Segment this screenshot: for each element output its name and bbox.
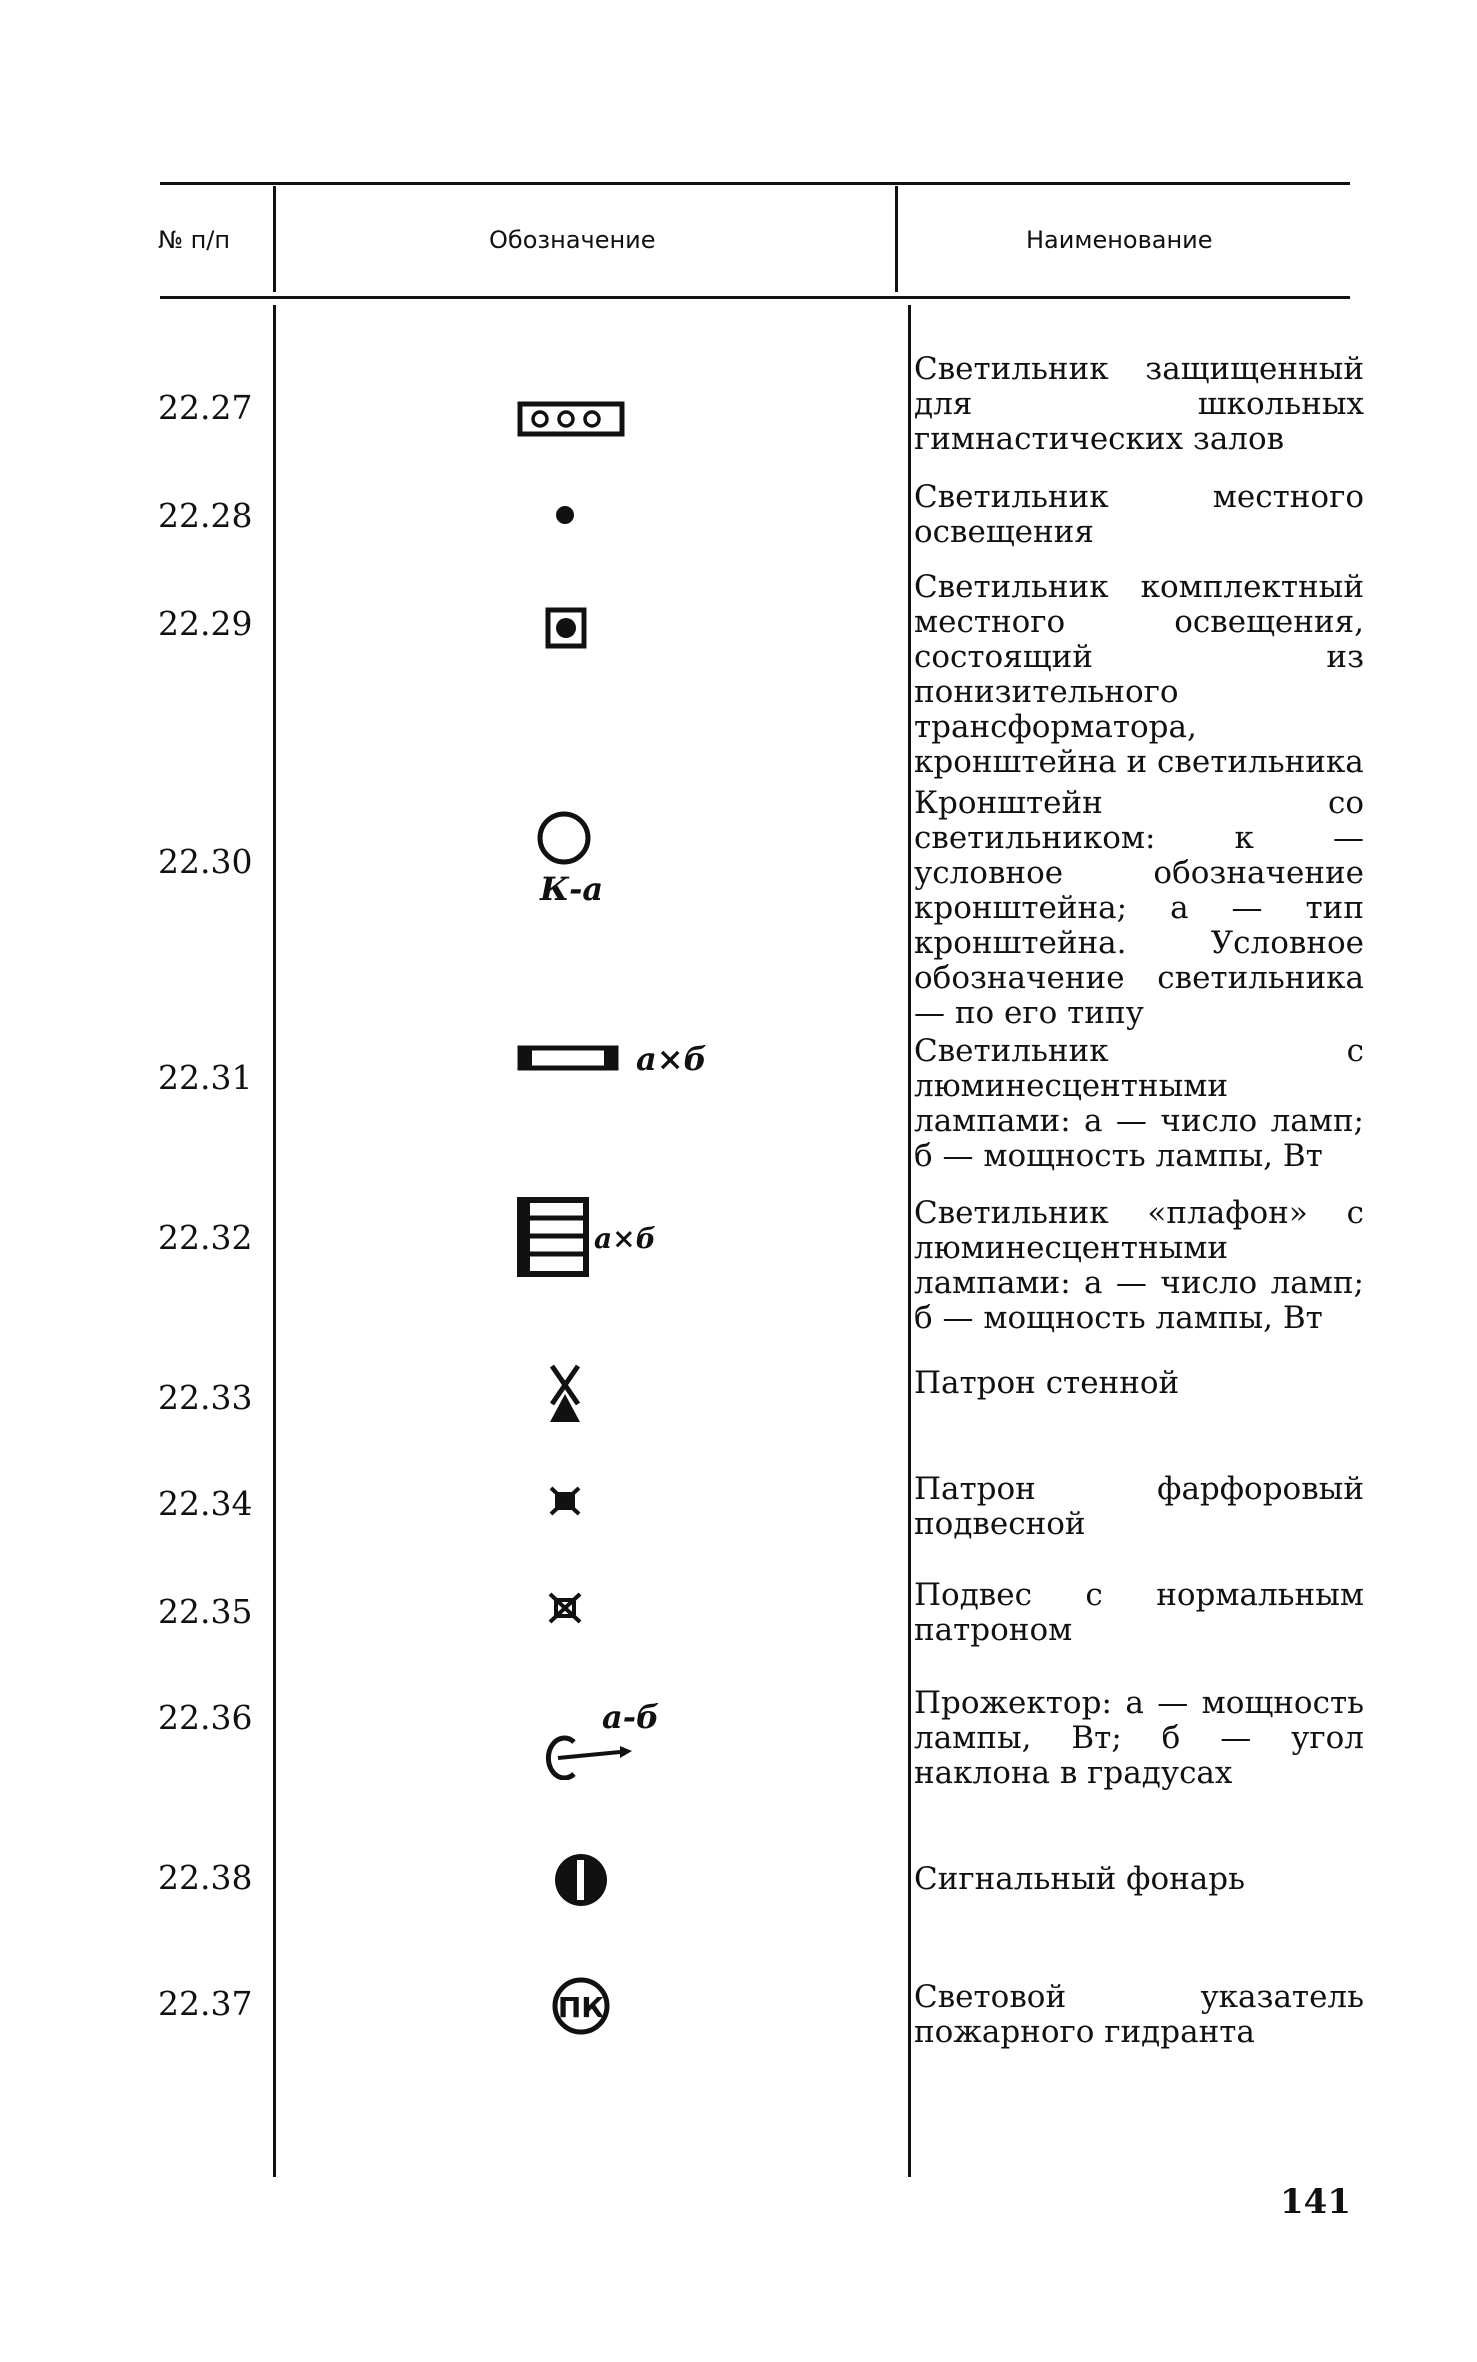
row-symbol xyxy=(470,1584,830,1634)
row-symbol xyxy=(470,1846,830,1916)
pendant-socket-icon xyxy=(470,1584,830,1634)
floodlight-icon xyxy=(470,1680,830,1780)
column-divider-1 xyxy=(273,305,276,2177)
symbol-label: ПК xyxy=(557,1991,605,2024)
row-name: Патрон стенной xyxy=(914,1365,1180,1401)
row-name: Световой указатель пожарного гидранта xyxy=(914,1979,1364,2050)
column-divider-2 xyxy=(908,305,911,2177)
row-name: Подвес с нормальным патроном xyxy=(914,1577,1364,1648)
row-number: 22.30 xyxy=(158,842,253,881)
open-circle-icon xyxy=(470,808,830,918)
header-divider-1 xyxy=(273,186,276,292)
header-symbol: Обозначение xyxy=(489,226,656,254)
symbol-label: К-а xyxy=(540,870,604,908)
row-name: Патрон фарфоровый подвесной xyxy=(914,1471,1364,1542)
header-name: Наименование xyxy=(1026,226,1213,254)
top-rule xyxy=(160,182,1350,185)
row-symbol xyxy=(470,490,830,540)
row-number: 22.38 xyxy=(158,1858,253,1897)
symbol-label: а-б xyxy=(602,1698,660,1736)
row-symbol xyxy=(470,390,830,450)
small-dot-icon xyxy=(470,490,830,540)
signal-lamp-icon xyxy=(470,1846,830,1916)
ceiling-panel-icon xyxy=(470,1192,830,1282)
wall-socket-icon xyxy=(470,1360,830,1430)
row-number: 22.37 xyxy=(158,1984,253,2023)
row-number: 22.28 xyxy=(158,496,253,535)
row-symbol xyxy=(470,600,830,660)
row-name: Кронштейн со светильником: к — условное обозначение кронштейна; а — тип кронштейна. Условное обозначение светильника — по его типу xyxy=(914,785,1364,1031)
row-number: 22.34 xyxy=(158,1484,253,1523)
row-symbol xyxy=(470,1360,830,1430)
porcelain-socket-icon xyxy=(470,1478,830,1528)
row-number: 22.33 xyxy=(158,1378,253,1417)
symbol-label: а×б xyxy=(636,1040,707,1078)
row-name: Сигнальный фонарь xyxy=(914,1861,1245,1897)
row-symbol xyxy=(470,1026,830,1086)
row-symbol xyxy=(470,808,830,918)
row-number: 22.35 xyxy=(158,1592,253,1631)
row-symbol xyxy=(470,1680,830,1780)
header-number: № п/п xyxy=(158,226,231,254)
row-symbol xyxy=(470,1970,830,2040)
fluorescent-bar-icon xyxy=(470,1026,830,1086)
row-symbol xyxy=(470,1192,830,1282)
dot-in-square-icon xyxy=(470,600,830,660)
row-name: Светильник комплектный местного освещения, состоящий из понизительного трансформатора, кронштейна и светильника xyxy=(914,569,1364,780)
row-number: 22.29 xyxy=(158,604,253,643)
row-number: 22.36 xyxy=(158,1698,253,1737)
hydrant-sign-icon xyxy=(470,1970,830,2040)
header-bottom-rule xyxy=(160,296,1350,299)
header-divider-2 xyxy=(895,186,898,292)
symbol-label: а×б xyxy=(594,1222,656,1255)
row-name: Прожектор: а — мощность лампы, Вт; б — угол наклона в градусах xyxy=(914,1685,1364,1791)
row-name: Светильник «плафон» с люминесцентными лампами: а — число ламп; б — мощность лампы, Вт xyxy=(914,1195,1364,1336)
row-name: Светильник местного освещения xyxy=(914,479,1364,550)
row-name: Светильник защищенный для школьных гимнастических залов xyxy=(914,351,1364,457)
row-number: 22.27 xyxy=(158,388,253,427)
three-circle-box-icon xyxy=(470,390,830,450)
row-number: 22.31 xyxy=(158,1058,253,1097)
row-number: 22.32 xyxy=(158,1218,253,1257)
row-name: Светильник с люминесцентными лампами: а — число ламп; б — мощность лампы, Вт xyxy=(914,1033,1364,1174)
page-number: 141 xyxy=(1280,2182,1351,2222)
row-symbol xyxy=(470,1478,830,1528)
